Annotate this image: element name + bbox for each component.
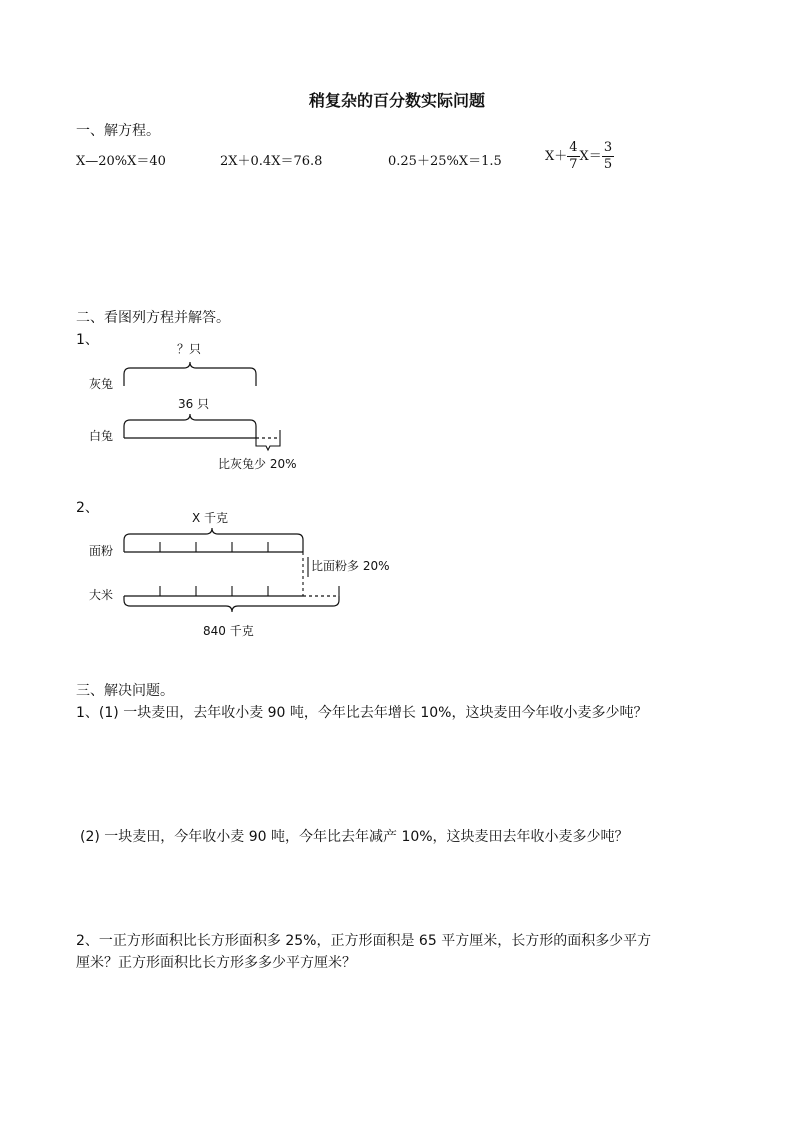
fraction-numerator: 4	[569, 140, 578, 155]
rice-label: 大米	[89, 588, 114, 602]
section-1-heading: 一、解方程。	[76, 123, 160, 139]
gray-rabbit-label: 灰兔	[89, 377, 114, 391]
page-title: 稍复杂的百分数实际问题	[308, 91, 485, 110]
equation-4-prefix: X＋	[545, 149, 568, 164]
flour-unknown-label: X 千克	[192, 511, 229, 525]
fraction-denominator: 5	[603, 157, 613, 172]
question-2-line-1: 2、一正方形面积比长方形面积多 25%，正方形面积是 65 平方厘米，长方形的面积多少平方	[76, 933, 652, 949]
flour-brace	[124, 528, 303, 552]
equation-4-middle: X＝	[579, 149, 602, 164]
white-rabbit-label: 白兔	[89, 429, 114, 443]
rice-brace	[124, 596, 339, 612]
section-2-heading: 二、看图列方程并解答。	[76, 310, 230, 326]
gray-rabbit-unknown-label: ？只	[177, 342, 202, 356]
rice-known-label: 840 千克	[203, 624, 254, 638]
figure-1-index: 1、	[76, 332, 99, 348]
question-1-part-2: (2) 一块麦田，今年收小麦 90 吨，今年比去年减产 10%，这块麦田去年收小麦多少吨？	[80, 829, 629, 845]
equation-2: 2X＋0.4X＝76.8	[220, 154, 323, 169]
flour-label: 面粉	[89, 544, 114, 558]
white-rabbit-known-label: 36 只	[178, 397, 210, 411]
question-1-part-1: 1、(1) 一块麦田，去年收小麦 90 吨，今年比去年增长 10%，这块麦田今年收小麦多少吨？	[76, 705, 648, 721]
equation-3: 0.25＋25%X＝1.5	[388, 154, 502, 169]
figure-2-index: 2、	[76, 500, 99, 516]
section-3-heading: 三、解决问题。	[76, 683, 174, 699]
shortfall-label: 比灰兔少 20%	[218, 457, 297, 471]
shortfall-bracket	[256, 430, 280, 450]
equation-1: X—20%X＝40	[76, 154, 166, 169]
question-2-line-2: 厘米？正方形面积比长方形多多少平方厘米？	[76, 955, 356, 971]
white-rabbit-brace	[124, 414, 256, 438]
fraction-numerator: 3	[603, 140, 613, 155]
gray-rabbit-brace	[124, 362, 256, 386]
fraction-denominator: 7	[569, 157, 578, 172]
extra-label: 比面粉多 20%	[311, 559, 390, 573]
